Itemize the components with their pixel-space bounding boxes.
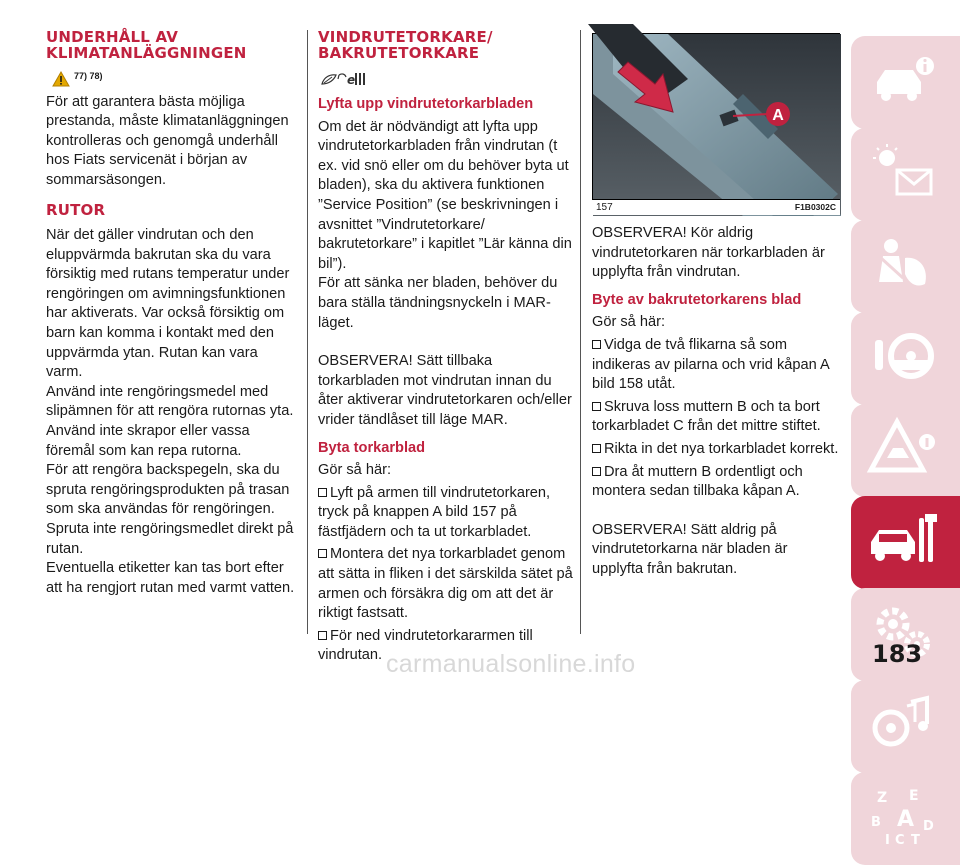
section-heading-windows: RUTOR: [46, 200, 106, 219]
figure-caption: [592, 199, 840, 215]
tab-car-info[interactable]: [851, 36, 960, 129]
warning-triangle-icon: [52, 71, 70, 87]
bullet-item: Skruva loss muttern B och ta bort torkarbladet C från det mittre stiftet.: [592, 398, 821, 435]
watermark: carmanualsonline.info: [386, 650, 636, 678]
svg-text:A: A: [897, 807, 915, 832]
safety-airbag-icon: [869, 234, 939, 296]
paragraph-windows-4: För att rengöra backspegeln, ska du spruta rengöringsprodukten på trasan som ska användas för rengöringen.: [46, 462, 290, 518]
figure-code: F1B0302C: [794, 202, 836, 212]
section-heading-wipers: VINDRUTETORKARE/ BAKRUTETORKARE: [318, 28, 493, 62]
paragraph-windows-5: Spruta inte rengöringsmedlet direkt på rutan.: [46, 520, 294, 557]
svg-text:e: e: [347, 73, 356, 87]
bullet-item: Vidga de två flikarna så som indikeras av pilarna och vrid kåpan A bild 158 utåt.: [592, 336, 829, 393]
car-info-icon: [869, 50, 939, 112]
column-divider-1: [307, 30, 308, 634]
paragraph-windows-3: Använd inte skrapor eller vassa föremål som kan repa rutorna.: [46, 423, 250, 459]
index-icon: [869, 786, 939, 848]
note-wiper-lifted: OBSERVERA! Kör aldrig vindrutetorkaren när torkarbladen är upplyfta från vindrutan.: [592, 225, 825, 281]
eco-icon-row: [320, 71, 576, 87]
figure-number: 157: [596, 202, 613, 213]
bullet-item: Montera det nya torkarbladet genom att sätta in fliken i det särskilda sätet på armen och försäkra dig om att det är riktigt fastsatt.: [318, 546, 573, 622]
multimedia-icon: [869, 694, 939, 756]
bullet-item: För ned vindrutetorkararmen till vindrutan.: [318, 627, 533, 664]
section-heading-climate-maintenance: UNDERHÅLL AV KLIMATANLÄGGNINGEN: [46, 28, 247, 62]
paragraph-windows-1: När det gäller vindrutan och den eluppvärmda bakrutan ska du vara försiktig med rutans temperatur under rengöringen om avimningsfunktionen har aktiverats. Var också försiktig om barn kan komma i kontakt med den uppvärmda ytan. Rutan kan vara varm.: [46, 227, 290, 381]
maintenance-car-icon: [869, 510, 939, 572]
tab-maintenance[interactable]: [851, 496, 960, 589]
svg-text:C: C: [895, 833, 905, 848]
svg-text:D: D: [923, 819, 934, 834]
note-wiper-mar: OBSERVERA! Sätt tillbaka torkarbladen mot vindrutan innan du åter aktiverar vindrutetorkaren och/eller vrider tändlåset till läge MAR.: [318, 353, 572, 428]
figure-label-a: A: [772, 107, 784, 124]
wiper-illustration: [593, 34, 841, 216]
svg-text:I: I: [885, 833, 890, 848]
chapter-tabs: [851, 36, 960, 865]
driving-steering-icon: [869, 326, 939, 388]
checkbox-bullet-icon: [592, 402, 601, 411]
checkbox-bullet-icon: [592, 340, 601, 349]
tab-emergency[interactable]: [851, 404, 960, 497]
checkbox-bullet-icon: [318, 631, 327, 640]
column-divider-2: [580, 30, 581, 634]
intro-replace-blade: Gör så här:: [318, 462, 391, 479]
tab-warning-lights[interactable]: [851, 128, 960, 221]
tab-index[interactable]: [851, 772, 960, 865]
tab-safety[interactable]: [851, 220, 960, 313]
tab-multimedia[interactable]: [851, 680, 960, 773]
svg-text:E: E: [909, 788, 919, 804]
emergency-icon: [869, 418, 939, 480]
paragraph-climate: För att garantera bästa möjliga prestanda, måste klimatanläggningen kontrolleras och genomgå underhåll hos Fiats servicenät i början av sommarsäsongen.: [46, 93, 289, 188]
column-left: [46, 30, 298, 598]
svg-text:B: B: [871, 815, 881, 830]
checkbox-bullet-icon: [318, 549, 327, 558]
bullet-item: Lyft på armen till vindrutetorkaren, tryck på knappen A bild 157 på fästfjädern och ta ut torkarbladet.: [318, 484, 551, 540]
subheading-lift-wipers: Lyfta upp vindrutetorkarbladen: [318, 96, 534, 112]
bullet-item: Dra åt muttern B ordentligt och montera sedan tillbaka kåpan A.: [592, 463, 803, 500]
checkbox-bullet-icon: [592, 444, 601, 453]
subheading-rear-blade: Byte av bakrutetorkarens blad: [592, 291, 802, 308]
warning-reference: [52, 67, 298, 87]
bullet-item: Rikta in det nya torkarbladet korrekt.: [592, 440, 840, 460]
intro-rear-blade: Gör så här:: [592, 314, 665, 331]
svg-text:Z: Z: [877, 790, 888, 806]
subheading-replace-blade: Byta torkarblad: [318, 439, 426, 456]
checkbox-bullet-icon: [592, 467, 601, 476]
svg-text:T: T: [911, 833, 920, 848]
paragraph-windows-2: Använd inte rengöringsmedel med slipämnen för att rengöra rutornas yta.: [46, 383, 294, 420]
paragraph-lift-1: Om det är nödvändigt att lyfta upp vindrutetorkarbladen från vindrutan (t ex. vid snö eller om du behöver byta ut bladen), ska du aktivera funktionen ”Service Position” (se beskrivningen i avsnittet ”Vindrutetorkare/ bakrutetorkare” i kapitlet ”Lär känna din bil”).: [318, 118, 572, 272]
column-middle: [318, 30, 576, 666]
note-rear-wiper: OBSERVERA! Sätt aldrig på vindrutetorkarna när bladen är upplyfta från bakrutan.: [592, 521, 788, 577]
figure-wiper-blade: [592, 33, 840, 215]
warning-refs-text: 77) 78): [74, 71, 103, 81]
environment-eco-icon: [320, 71, 366, 87]
page-number: 183: [872, 640, 923, 668]
tab-driving[interactable]: [851, 312, 960, 405]
paragraph-windows-6: Eventuella etiketter kan tas bort efter att ha rengjort rutan med varmt vatten.: [46, 560, 295, 596]
checkbox-bullet-icon: [318, 488, 327, 497]
column-right: [592, 224, 840, 580]
paragraph-lift-2: För att sänka ner bladen, behöver du bara ställa tändningsnyckeln i MAR-läget.: [318, 275, 558, 331]
warning-lights-icon: [869, 142, 939, 204]
